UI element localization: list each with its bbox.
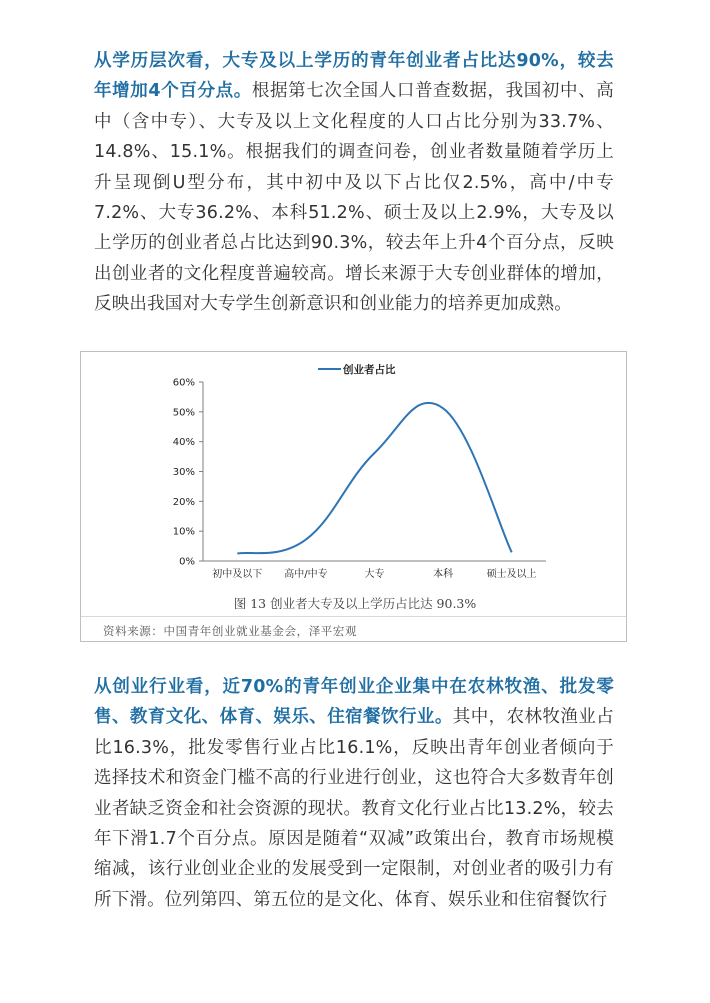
caption-divider — [81, 616, 626, 617]
x-category-label: 高中/中专 — [284, 569, 328, 580]
y-tick-label: 10% — [172, 526, 195, 538]
y-tick-label: 0% — [179, 556, 195, 568]
legend-label: 创业者占比 — [343, 364, 396, 376]
paragraph-industry-lead: 从创业行业看，近70%的青年创业企业集中在农林牧渔、批发零售、教育文化、体育、娱乐、住宿餐饮行业。 — [94, 677, 614, 728]
y-tick-label: 20% — [172, 496, 195, 508]
y-tick-label: 30% — [172, 467, 195, 478]
y-tick-label: 40% — [172, 437, 195, 449]
paragraph-education — [94, 46, 614, 320]
chart-legend — [318, 363, 396, 376]
figure-caption: 图 13 创业者大专及以上学历占比达 90.3% — [233, 596, 477, 611]
paragraph-education-body: 根据第七次全国人口普查数据，我国初中、高中（含中专）、大专及以上文化程度的人口占比分别为33.7%、14.8%、15.1%。根据我们的调查问卷，创业者数量随着学历上升呈现倒U型分布，其中初中及以下占比仅2.5%，高中/中专7.2%、大专36.2%、本科51.2%、硕士及以上2.9%，大专及以上学历的创业者总占比达到90.3%，较去年上升4个百分点，反映出创业者的文化程度普遍较高。增长来源于大专创业群体的增加，反映出我国对大专学生创新意识和创业能力的培养更加成熟。 — [94, 81, 614, 315]
series-line-创业者占比 — [237, 403, 511, 554]
chart-y-ticks — [173, 378, 203, 568]
figure-source: 资料来源：中国青年创业就业基金会，泽平宏观 — [103, 624, 358, 638]
paragraph-education-lead: 从学历层次看，大专及以上学历的青年创业者占比达90%，较去年增加4个百分点。 — [94, 51, 614, 102]
chart-axes — [203, 382, 546, 561]
x-category-label: 硕士及以上 — [486, 569, 537, 580]
x-category-label: 大专 — [364, 569, 385, 580]
paragraph-industry-body: 其中，农林牧渔业占比16.3%，批发零售行业占比16.1%，反映出青年创业者倾向于选择技术和资金门槛不高的行业进行创业，这也符合大多数青年创业者缺乏资金和社会资源的现状。教育文化行业占比13.2%，较去年下滑1.7个百分点。原因是随着“双减”政策出台，教育市场规模缩减，该行业创业企业的发展受到一定限制，对创业者的吸引力有所下滑。位列第四、第五位的是文化、体育、娱乐业和住宿餐饮行 — [94, 707, 614, 910]
chart-series — [237, 403, 511, 554]
y-tick-label: 60% — [172, 377, 195, 389]
chart-x-categories — [212, 567, 536, 580]
x-category-label: 初中及以下 — [212, 569, 263, 580]
x-category-label: 本科 — [433, 569, 454, 580]
paragraph-industry — [94, 672, 614, 915]
y-tick-label: 50% — [172, 407, 195, 419]
